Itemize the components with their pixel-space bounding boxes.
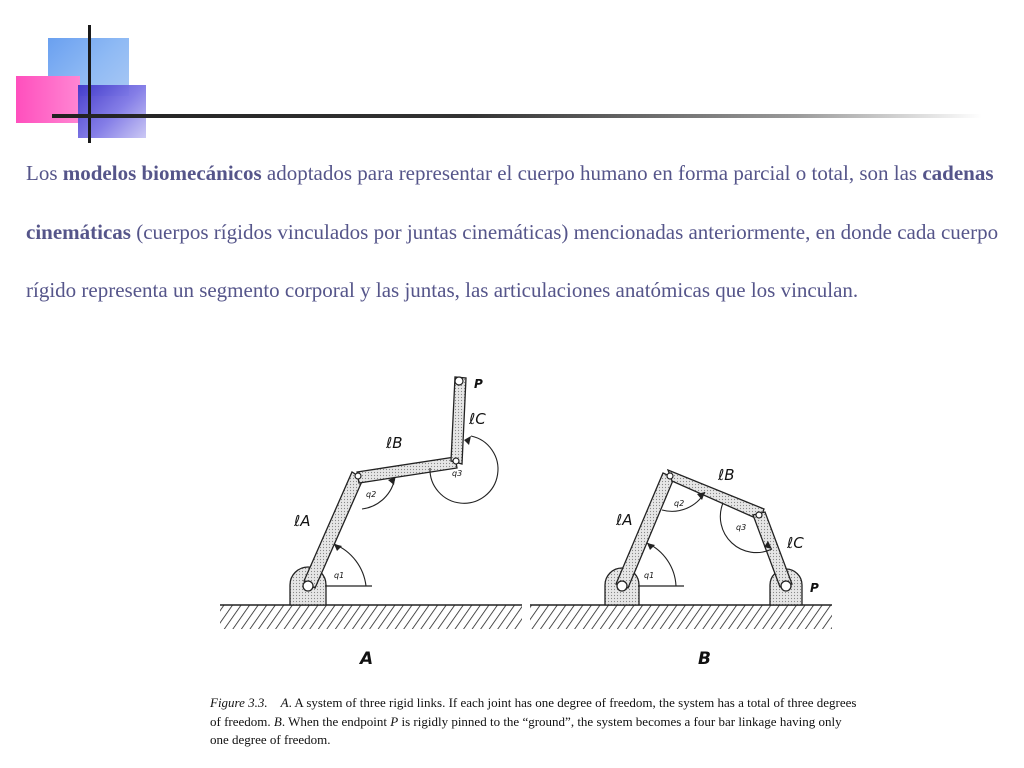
caption-text: is rigidly pinned to the “ground”, the system becomes a four bar linkage having only one degree of freedom. [210,713,842,747]
text-run: Los [26,161,63,185]
label-p-b: P [810,581,819,595]
joint-b-end [781,581,791,591]
caption-term-a: A [280,695,289,710]
label-lc-b: ℓC [787,534,804,552]
label-la-a: ℓA [294,512,311,530]
joint-a-base [303,581,313,591]
arc-arrow [464,436,471,445]
joint-b-2 [756,512,762,518]
label-q1-a: q1 [334,571,345,580]
title-underline [52,114,982,118]
figure-caption [210,694,860,750]
label-la-b: ℓA [616,511,633,529]
joint-a-1 [355,473,361,479]
label-q1-b: q1 [644,571,655,580]
label-p-a: P [474,377,483,391]
caption-term-b: B [273,713,282,729]
bold-term-cadenas: cadenas cinemáticas [26,161,994,244]
link-c-a [451,377,466,464]
ground-b [530,605,832,629]
link-b-b [668,470,764,520]
label-diagram-a: A [360,649,374,669]
body-paragraph [26,144,1011,320]
link-b-a [357,457,457,483]
label-lb-b: ℓB [718,466,735,484]
text-run: (cuerpos rígidos vinculados por juntas cinemáticas) mencionadas anteriormente, en donde cada cuerpo rígido representa un segmento corporal y las juntas, las articulaciones anatómicas que los vinculan. [26,219,999,302]
joint-b-base [617,581,627,591]
label-diagram-b: B [698,649,711,669]
joint-b-1 [667,473,673,479]
diagram-a [220,377,522,669]
label-q2-a: q2 [366,490,377,499]
label-lc-a: ℓC [469,410,486,428]
caption-term-p: P [390,713,399,729]
diagram-b [530,466,832,669]
text-run: adoptados para representar el cuerpo humano en forma parcial o total, son las [261,161,923,185]
joint-a-2 [453,458,459,464]
joint-a-end [455,377,463,385]
linkage-figure [190,360,850,690]
bold-term-modelos: modelos biomecánicos [62,161,262,185]
caption-figure-number: Figure 3.3. [210,695,268,710]
caption-text: . When the endpoint [281,713,391,729]
ground-a [220,605,522,629]
caption-text: . A system of three rigid links. If each joint has one degree of freedom, the system has a total of three degrees of freedom. [210,695,857,729]
label-lb-a: ℓB [386,434,403,452]
label-q2-b: q2 [674,499,685,508]
label-q3-a: q3 [452,469,463,478]
label-q3-b: q3 [736,523,747,532]
decor-vertical-line [88,25,91,143]
